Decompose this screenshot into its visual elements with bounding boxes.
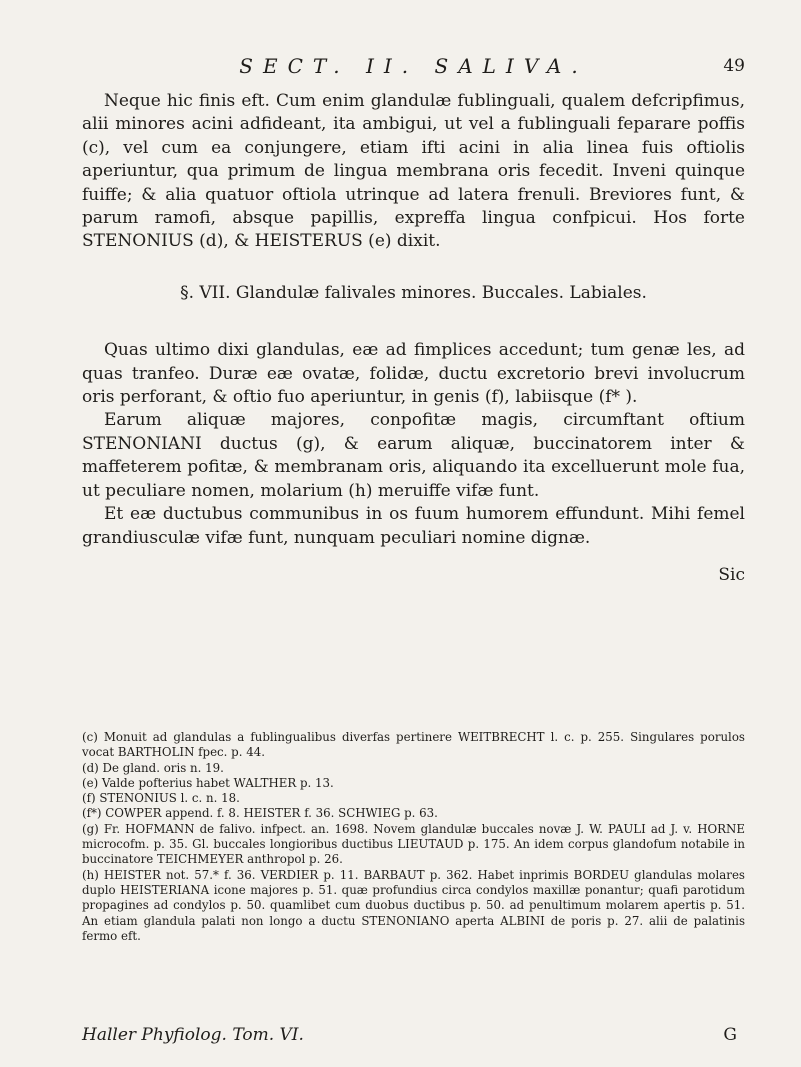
paragraph-4: Et eæ ductubus communibus in os fuum humorem effundunt. Mihi femel grandiusculæ vifæ funt, nunquam peculiari nomine dignæ. (82, 504, 745, 548)
footnote-f: (f) STENONIUS l. c. n. 18. (82, 791, 240, 806)
footnote-g: (g) Fr. HOFMANN de falivo. infpect. an. 1698. Novem glandulæ buccales novæ J. W. PAULI ad J. v. HORNE microcofm. p. 35. Gl. buccales longioribus ductibus LIEUTAUD p. 175. An idem corpus glandofum notabile in buccinatore TEICHMEYER anthropol p. 26. (82, 821, 745, 867)
running-head: SECT. II. SALIVA. (239, 54, 588, 78)
section-heading: §. VII. Glandulæ falivales minores. Buccales. Labiales. (180, 282, 647, 303)
footnote-c: (c) Monuit ad glandulas a fublingualibus diverfas pertinere WEITBRECHT l. c. p. 255. Singulares porulos vocat BARTHOLIN fpec. p. 44. (82, 730, 745, 760)
page-number: 49 (723, 56, 745, 76)
footnote-h: (h) HEISTER not. 57.* f. 36. VERDIER p. 11. BARBAUT p. 362. Habet inprimis BORDEU glandulas molares duplo HEISTERIANA icone majores p. 51. quæ profundius circa condylos maxillæ ponantur; quafi parotidum propagines ad condylos p. 50. quamlibet cum duobus ductibus p. 50. ad penultimum molarem apertis p. 51. An etiam glandula palati non longo a ductu STENONIANO aperta ALBINI de poris p. 27. alii de palatinis fermo eft. (82, 867, 745, 943)
catchword: Sic (718, 564, 745, 585)
running-header (82, 52, 745, 80)
signature-mark: G (723, 1025, 737, 1045)
paragraph-1: Neque hic finis eft. Cum enim glandulæ fublinguali, qualem defcripfimus, alii minores acini adfideant, ita ambigui, ut vel a fublinguali feparare poffis (c), vel cum ea conjungere, etiam ifti acini in alia linea fuis oftiolis aperiuntur, qua primum de lingua membrana oris fecedit. Inveni quinque fuiffe; & alia quatuor oftiola utrinque ad latera frenuli. Breviores funt, & parum ramofi, absque papillis, expreffa lingua confpicui. Hos forte STENONIUS (d), & HEISTERUS (e) dixit. (82, 91, 745, 252)
main-text (82, 90, 745, 587)
footnotes (82, 730, 745, 944)
paragraph-2: Quas ultimo dixi glandulas, eæ ad fimplices accedunt; tum genæ les, ad quas tranfeo. Duræ eæ ovatæ, folidæ, ductu excretorio brevi involucrum oris perforant, & oftio fuo aperiuntur, in genis (f), labiisque (f* ). (82, 340, 745, 408)
paragraph-3: Earum aliquæ majores, conpofitæ magis, circumftant oftium STENONIANI ductus (g), & earum aliquæ, buccinatorem inter & maffeterem pofitæ, & membranam oris, aliquando ita excelluerunt mole fua, ut peculiare nomen, molarium (h) meruiffe vifæ funt. (82, 410, 745, 501)
page-footer (82, 1025, 745, 1047)
footnote-f-star: (f*) COWPER append. f. 8. HEISTER f. 36. SCHWIEG p. 63. (82, 806, 438, 821)
footnote-d: (d) De gland. oris n. 19. (82, 760, 224, 775)
footer-title: Haller Phyfiolog. Tom. VI. (82, 1025, 304, 1045)
footnote-e: (e) Valde pofterius habet WALTHER p. 13. (82, 775, 334, 790)
